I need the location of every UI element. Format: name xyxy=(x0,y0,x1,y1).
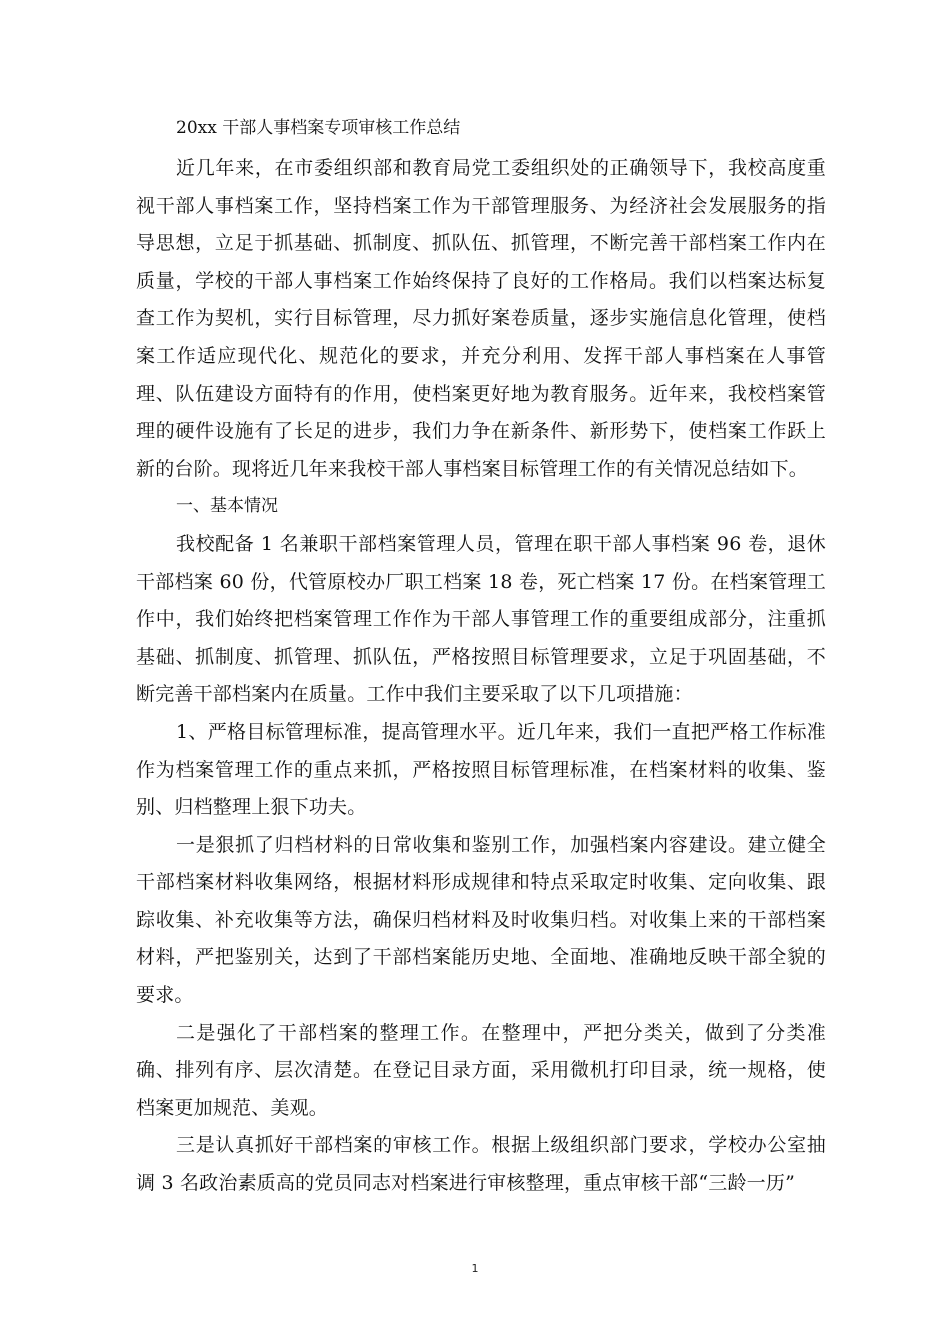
paragraph-point-2: 二是强化了干部档案的整理工作。在整理中，严把分类关，做到了分类准确、排列有序、层次清楚。在登记目录方面，采用微机打印目录，统一规格，使档案更加规范、美观。 xyxy=(136,1021,826,1119)
paragraph-basic-situation: 我校配备 1 名兼职干部档案管理人员，管理在职干部人事档案 96 卷，退休干部档案 60 份，代管原校办厂职工档案 18 卷，死亡档案 17 份。在档案管理工作中，我们始终把档案管理工作作为干部人事管理工作的重要组成部分，注重抓基础、抓制度、抓管理、抓队伍，严格按照目标管理要求，立足于巩固基础，不断完善干部档案内在质量。工作中我们主要采取了以下几项措施： xyxy=(136,532,826,706)
paragraph-point-1: 一是狠抓了归档材料的日常收集和鉴别工作，加强档案内容建设。建立健全干部档案材料收集网络，根据材料形成规律和特点采取定时收集、定向收集、跟踪收集、补充收集等方法，确保归档材料及时收集归档。对收集上来的干部档案材料，严把鉴别关，达到了干部档案能历史地、全面地、准确地反映干部全貌的要求。 xyxy=(136,833,826,1007)
document-body xyxy=(136,112,826,1203)
paragraph-intro: 近几年来，在市委组织部和教育局党工委组织处的正确领导下，我校高度重视干部人事档案工作，坚持档案工作为干部管理服务、为经济社会发展服务的指导思想，立足于抓基础、抓制度、抓队伍、抓管理，不断完善干部档案工作内在质量，学校的干部人事档案工作始终保持了良好的工作格局。我们以档案达标复查工作为契机，实行目标管理，尽力抓好案卷质量，逐步实施信息化管理，使档案工作适应现代化、规范化的要求，并充分利用、发挥干部人事档案在人事管理、队伍建设方面特有的作用，使档案更好地为教育服务。近年来，我校档案管理的硬件设施有了长足的进步，我们力争在新条件、新形势下，使档案工作跃上新的台阶。现将近几年来我校干部人事档案目标管理工作的有关情况总结如下。 xyxy=(136,157,826,480)
section-heading-basic-situation: 一、基本情况 xyxy=(176,496,278,517)
page-number: 1 xyxy=(471,1262,479,1275)
document-title: 20xx 干部人事档案专项审核工作总结 xyxy=(176,118,461,138)
paragraph-measure-1: 1、严格目标管理标准，提高管理水平。近几年来，我们一直把严格工作标准作为档案管理工作的重点来抓，严格按照目标管理标准，在档案材料的收集、鉴别、归档整理上狠下功夫。 xyxy=(136,720,826,819)
paragraph-point-3: 三是认真抓好干部档案的审核工作。根据上级组织部门要求，学校办公室抽调 3 名政治素质高的党员同志对档案进行审核整理，重点审核干部“三龄一历” xyxy=(136,1134,826,1195)
